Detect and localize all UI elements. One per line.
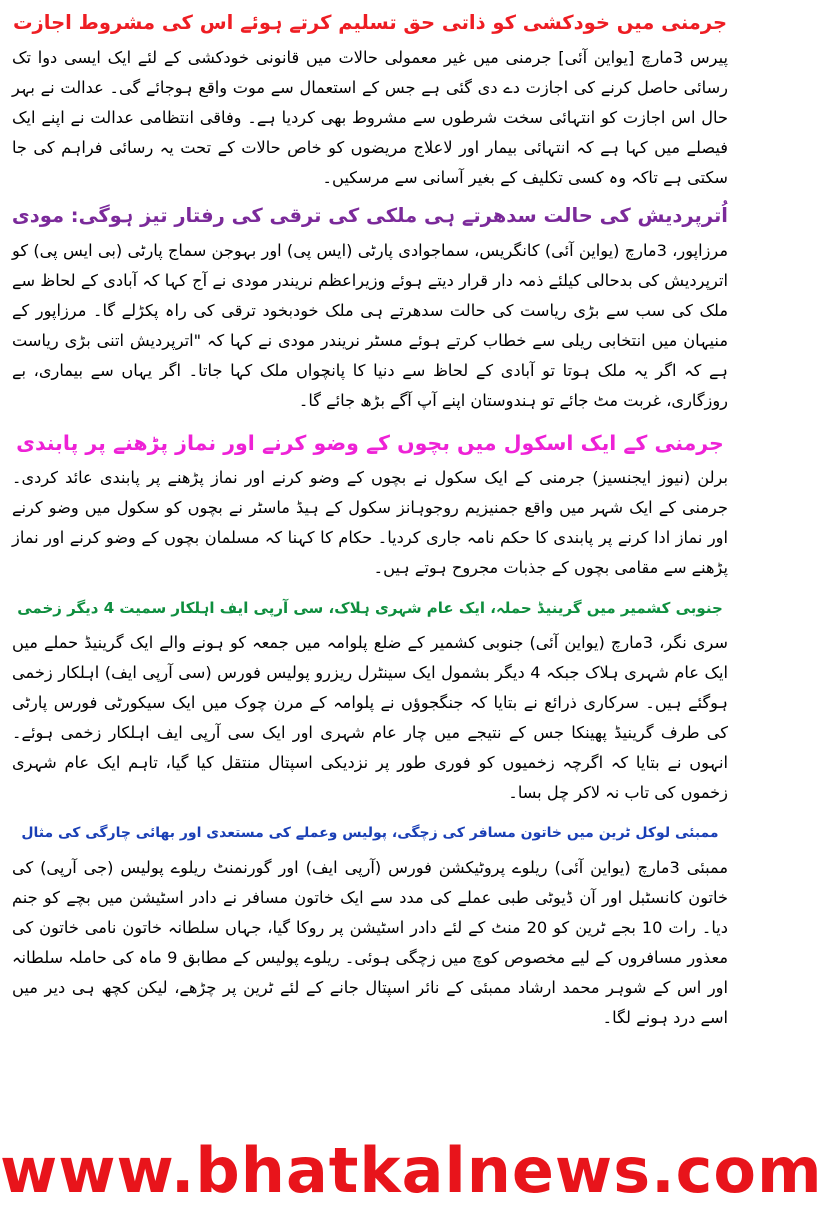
story-body: ممبئی 3مارچ (یواین آئی) ریلوے پروٹیکشن فورس (آرپی ایف) اور گورنمنٹ ریلوے پولیس (جی آرپی) کی خاتون کانسٹبل اور آن ڈیوٹی طبی عملے کی مدد سے ایک خاتون مسافر نے دادر اسٹیشن میں بچے کو جنم دیا۔ رات 10 بجے ٹرین کو 20 منٹ کے لئے دادر اسٹیشن پر روکا گیا، جہاں سلطانہ خاتون نامی خاتون کی معذور مسافروں کے لیے مخصوص کوچ میں زچگی ہوئی۔ ریلوے پولیس کے مطابق 9 ماہ کی حاملہ سلطانہ اور اس کے شوہر محمد ارشاد ممبئی کے نائر اسپتال جانے کے لئے ٹرین پر چڑھے، لیکن کچھ ہی دیر میں اسے درد ہونے لگا۔ <box>12 858 729 1027</box>
story-suicide-germany <box>12 6 728 193</box>
headline: جنوبی کشمیر میں گرینیڈ حملہ، ایک عام شہری ہلاک، سی آرپی ایف اہلکار سمیت 4 دیگر زخمی <box>17 599 723 617</box>
story-body: سری نگر، 3مارچ (یواین آئی) جنوبی کشمیر کے ضلع پلوامہ میں جمعہ کو ہونے والے ایک گرینیڈ حملے میں ایک عام شہری ہلاک جبکہ 4 دیگر بشمول ایک سینٹرل ریزرو پولیس فورس (سی آرپی ایف) اہلکار زخمی ہوگئے ہیں۔ سرکاری ذرائع نے بتایا کہ جنگجوؤں نے پلوامہ کے مرن چوک میں ایک سیکورٹی فورس پارٹی کی طرف گرینیڈ پھینکا جس کے نتیجے میں چار عام شہری اور ایک سی آرپی ایف اہلکار زخمی ہوئے۔ انہوں نے بتایا کہ اگرچہ زخمیوں کو فوری طور پر نزدیکی اسپتال منتقل کیا گیا، تاہم ایک عام شہری زخموں کی تاب نہ لاکر چل بسا۔ <box>12 633 728 802</box>
footer-watermark <box>0 1133 823 1209</box>
headline: ممبئی لوکل ٹرین میں خاتون مسافر کی زچگی، پولیس وعملے کی مستعدی اور بھائی چارگی کی مثال <box>21 825 719 841</box>
headline: اُترپردیش کی حالت سدھرتے ہی ملکی کی ترقی کی رفتار تیز ہوگی: مودی <box>11 204 728 227</box>
story-uttar-pradesh-modi <box>12 199 728 416</box>
headline: جرمنی کے ایک اسکول میں بچوں کے وضو کرنے اور نماز پڑھنے پر پابندی <box>16 431 724 455</box>
story-body: پیرس 3مارچ [یواین آئی] جرمنی میں غیر معمولی حالات میں قانونی خودکشی کے لئے ایک ایسی دوا تک رسائی حاصل کرنے کی اجازت دے دی گئی ہے جس کے استعمال سے موت واقع ہوجائے گی۔ عدالت نے بہر حال اس اجازت کو انتہائی سخت شرطوں سے مشروط بھی کردیا ہے۔ وفاقی انتظامی عدالت نے اپنے ایک فیصلے میں کہا ہے کہ انتہائی بیمار اور لاعلاج مریضوں کو خاص حالات کے تحت یہ رسائی فراہم کی جا سکتی ہے تاکہ وہ کسی تکلیف کے بغیر آسانی سے مرسکیں۔ <box>12 48 729 187</box>
story-body: مرزاپور، 3مارچ (یواین آئی) کانگریس، سماجوادی پارٹی (ایس پی) اور بہوجن سماج پارٹی (بی ایس پی) کو اترپردیش کی بدحالی کیلئے ذمہ دار قرار دیتے ہوئے وزیراعظم نریندر مودی نے آج کہا کہ آبادی کے لحاظ سے ملک کی سب سے بڑی ریاست کی حالت سدھرتے ہی ملک خودبخود ترقی کی راہ پکڑلے گا۔ مرزاپور کے منیہان میں انتخابی ریلی سے خطاب کرتے ہوئے مسٹر نریندر مودی نے کہا کہ "اترپردیش اتنی بڑی ریاست ہے کہ اگر یہ ملک ہوتا تو آبادی کے لحاظ سے دنیا کا پانچواں ملک کہا جاتا۔ اگر یہاں سے بیماری، بے روزگاری، غربت مٹ جائے تو ہندوستان اپنے آپ آگے بڑھ جائے گا۔ <box>12 241 728 410</box>
site-url: www.bhatkalnews.com <box>0 1134 823 1207</box>
story-germany-school-ban <box>12 426 728 583</box>
headline: جرمنی میں خودکشی کو ذاتی حق تسلیم کرتے ہوئے اس کی مشروط اجازت <box>12 11 728 34</box>
story-kashmir-grenade <box>12 591 728 808</box>
story-mumbai-train-birth <box>12 816 728 1033</box>
story-body: برلن (نیوز ایجنسیز) جرمنی کے ایک سکول نے بچوں کے وضو کرنے اور نماز پڑھنے پر پابندی عائد کردی۔ جرمنی کے ایک شہر میں واقع جمنیزیم روجوہانز سکول کے ہیڈ ماسٹر نے بچوں کو سکول میں وضو کرنے اور نماز ادا کرنے پر پابندی کا حکم نامہ جاری کردیا۔ حکام کا کہنا کہ مسلمان بچوں کے وضو کرنے اور نماز پڑھنے سے مقامی بچوں کے جذبات مجروح ہوتے ہیں۔ <box>12 468 728 577</box>
